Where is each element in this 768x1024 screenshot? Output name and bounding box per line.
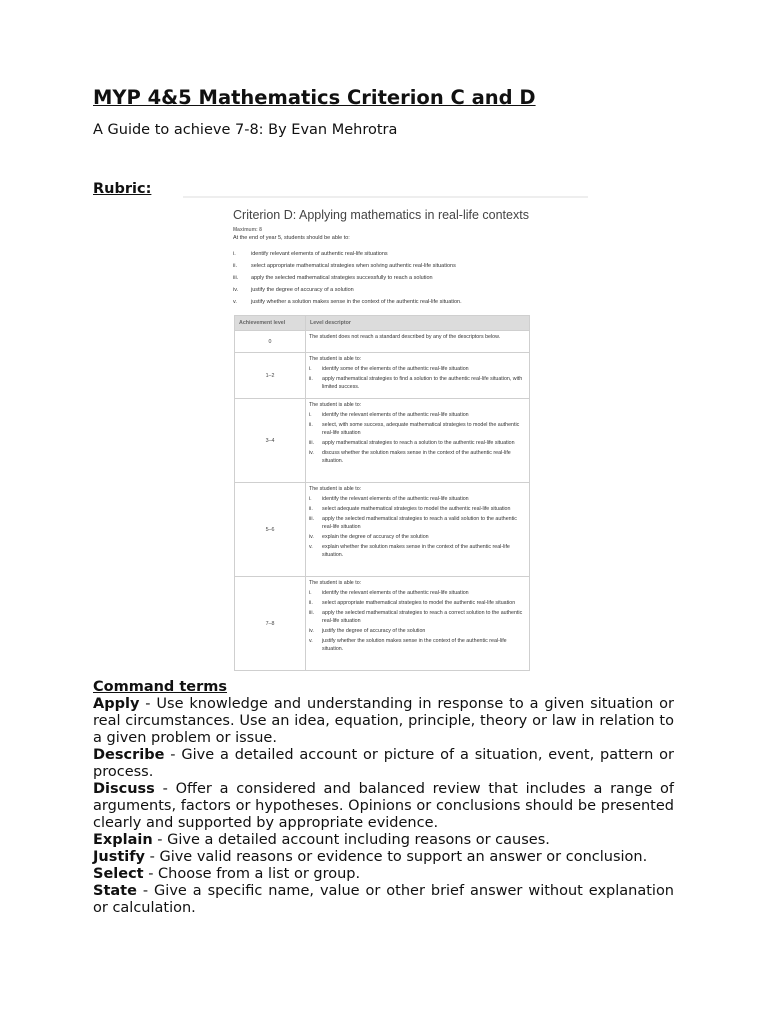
table-row — [235, 483, 530, 577]
list-item: Discuss - Offer a considered and balanced review that includes a range of arguments, factors or hypotheses. Opinions or conclusions should be presented clearly and supported by appropriate evidence. — [93, 781, 674, 831]
document-title: MYP 4&5 Mathematics Criterion C and D — [93, 86, 536, 109]
objective-item: v. justify whether a solution makes sense in the context of the authentic real-life situation. — [233, 299, 462, 305]
descriptor-cell: The student does not reach a standard described by any of the descriptors below. — [306, 331, 530, 353]
level-cell: 1–2 — [235, 353, 306, 399]
rubric-table-header-row — [235, 316, 530, 331]
table-row — [235, 577, 530, 671]
rubric-image-title: Criterion D: Applying mathematics in real-life contexts — [233, 208, 529, 222]
table-row — [235, 353, 530, 399]
list-item: Apply - Use knowledge and understanding in response to a given situation or real circumstances. Use an idea, equation, principle, theory or law in relation to a given problem or issue. — [93, 696, 674, 746]
descriptor-cell: The student is able to: i. identify the relevant elements of the authentic real-life situation ii. select appropriate mathematical strategies to model the authentic real-life situation iii. apply the selected mathematical strategies to reach a correct solution to the authentic real-life situation iv. justify the degree of accuracy of the solution v. justify whether the solution makes sense in the context of the authentic real-life situation. — [306, 577, 530, 671]
list-item: Justify - Give valid reasons or evidence to support an answer or conclusion. — [93, 849, 648, 865]
list-item: Select - Choose from a list or group. — [93, 866, 361, 882]
objective-item: iv. justify the degree of accuracy of a solution — [233, 287, 354, 293]
list-item: State - Give a specific name, value or other brief answer without explanation or calculation. — [93, 883, 674, 916]
list-item: Explain - Give a detailed account including reasons or causes. — [93, 832, 550, 848]
descriptor-cell: The student is able to: i. identify some of the elements of the authentic real-life situation ii. apply mathematical strategies to find a solution to the authentic real-life situation, with limited success. — [306, 353, 530, 399]
table-row — [235, 331, 530, 353]
document-subtitle: A Guide to achieve 7-8: By Evan Mehrotra — [93, 122, 398, 138]
rubric-table — [234, 315, 530, 671]
header-achievement-level: Achievement level — [235, 316, 306, 331]
objective-item: iii. apply the selected mathematical strategies successfully to reach a solution — [233, 275, 433, 281]
header-level-descriptor: Level descriptor — [306, 316, 530, 331]
level-cell: 5–6 — [235, 483, 306, 577]
descriptor-cell: The student is able to: i. identify the relevant elements of the authentic real-life situation ii. select, with some success, adequate mathematical strategies to model the authentic real-life situation iii. apply mathematical strategies to reach a solution to the authentic real-life situation iv. discuss whether the solution makes sense in the context of the authentic real-life situation. — [306, 399, 530, 483]
rubric-image-intro: At the end of year 5, students should be able to: — [233, 235, 350, 241]
objective-item: ii. select appropriate mathematical strategies when solving authentic real-life situations — [233, 263, 456, 269]
table-row — [235, 399, 530, 483]
objective-item: i. identify relevant elements of authentic real-life situations — [233, 251, 388, 257]
rubric-image — [183, 196, 588, 674]
level-cell: 7–8 — [235, 577, 306, 671]
command-terms-heading: Command terms — [93, 679, 228, 695]
rubric-heading: Rubric: — [93, 181, 152, 197]
level-cell: 3–4 — [235, 399, 306, 483]
level-cell: 0 — [235, 331, 306, 353]
descriptor-cell: The student is able to: i. identify the relevant elements of the authentic real-life situation ii. select adequate mathematical strategies to model the authentic real-life situation iii. apply the selected mathematical strategies to reach a valid solution to the authentic real-life situation iv. explain the degree of accuracy of the solution v. explain whether the solution makes sense in the context of the authentic real-life situation. — [306, 483, 530, 577]
command-terms-list — [93, 696, 674, 917]
list-item: Describe - Give a detailed account or picture of a situation, event, pattern or process. — [93, 747, 674, 780]
rubric-image-maximum: Maximum: 8 — [233, 227, 262, 233]
